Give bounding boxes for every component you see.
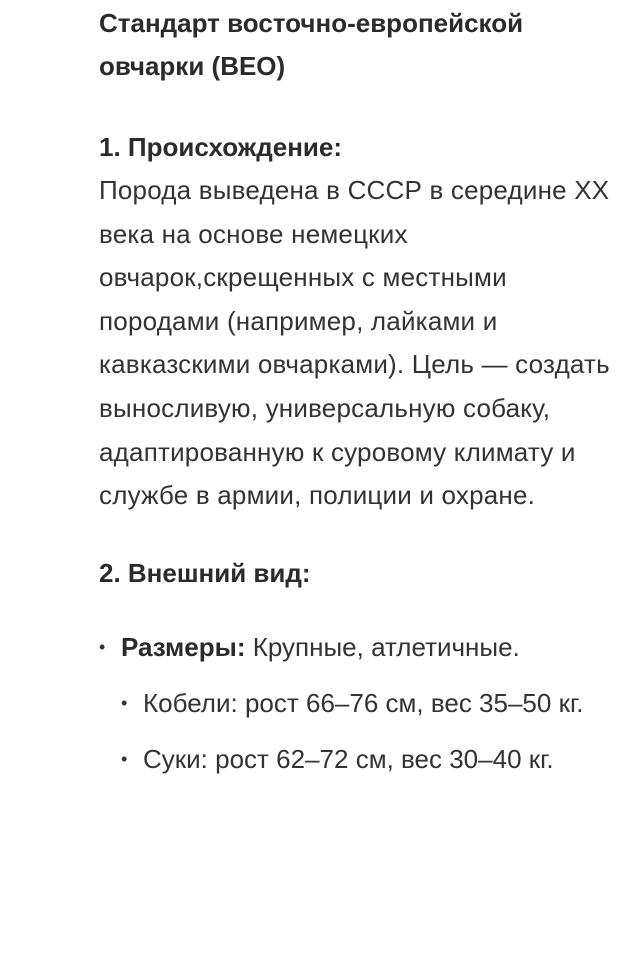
bullet-icon: • bbox=[121, 692, 128, 713]
document-title: Стандарт восточно-европейской овчарки (ВЕО) bbox=[99, 8, 524, 81]
appearance-list bbox=[99, 625, 629, 781]
list-item-size bbox=[99, 625, 629, 781]
size-line bbox=[121, 625, 629, 669]
females-text: Суки: рост 62–72 см, вес 30–40 кг. bbox=[143, 743, 554, 774]
size-sub-list bbox=[99, 681, 629, 781]
origin-paragraph: Порода выведена в СССР в середине XX века на основе немецких овчарок,скрещенных с местными породами (например, лайками и кавказскими овчарками). Цель — создать выносливую, универсальную собаку, адаптированную к суровому климату и службе в армии, полиции и охране. bbox=[99, 175, 610, 511]
males-text: Кобели: рост 66–76 см, вес 35–50 кг. bbox=[143, 687, 584, 718]
size-text: Крупные, атлетичные. bbox=[245, 631, 520, 662]
section-heading-appearance: 2. Внешний вид: bbox=[99, 557, 311, 588]
list-item-females bbox=[121, 737, 629, 781]
size-label: Размеры: bbox=[121, 631, 246, 662]
bullet-icon: • bbox=[121, 748, 128, 769]
bullet-icon: • bbox=[99, 636, 106, 657]
document-body bbox=[99, 0, 629, 793]
section-heading-origin: 1. Происхождение: bbox=[99, 132, 343, 162]
list-item-males bbox=[121, 681, 629, 725]
